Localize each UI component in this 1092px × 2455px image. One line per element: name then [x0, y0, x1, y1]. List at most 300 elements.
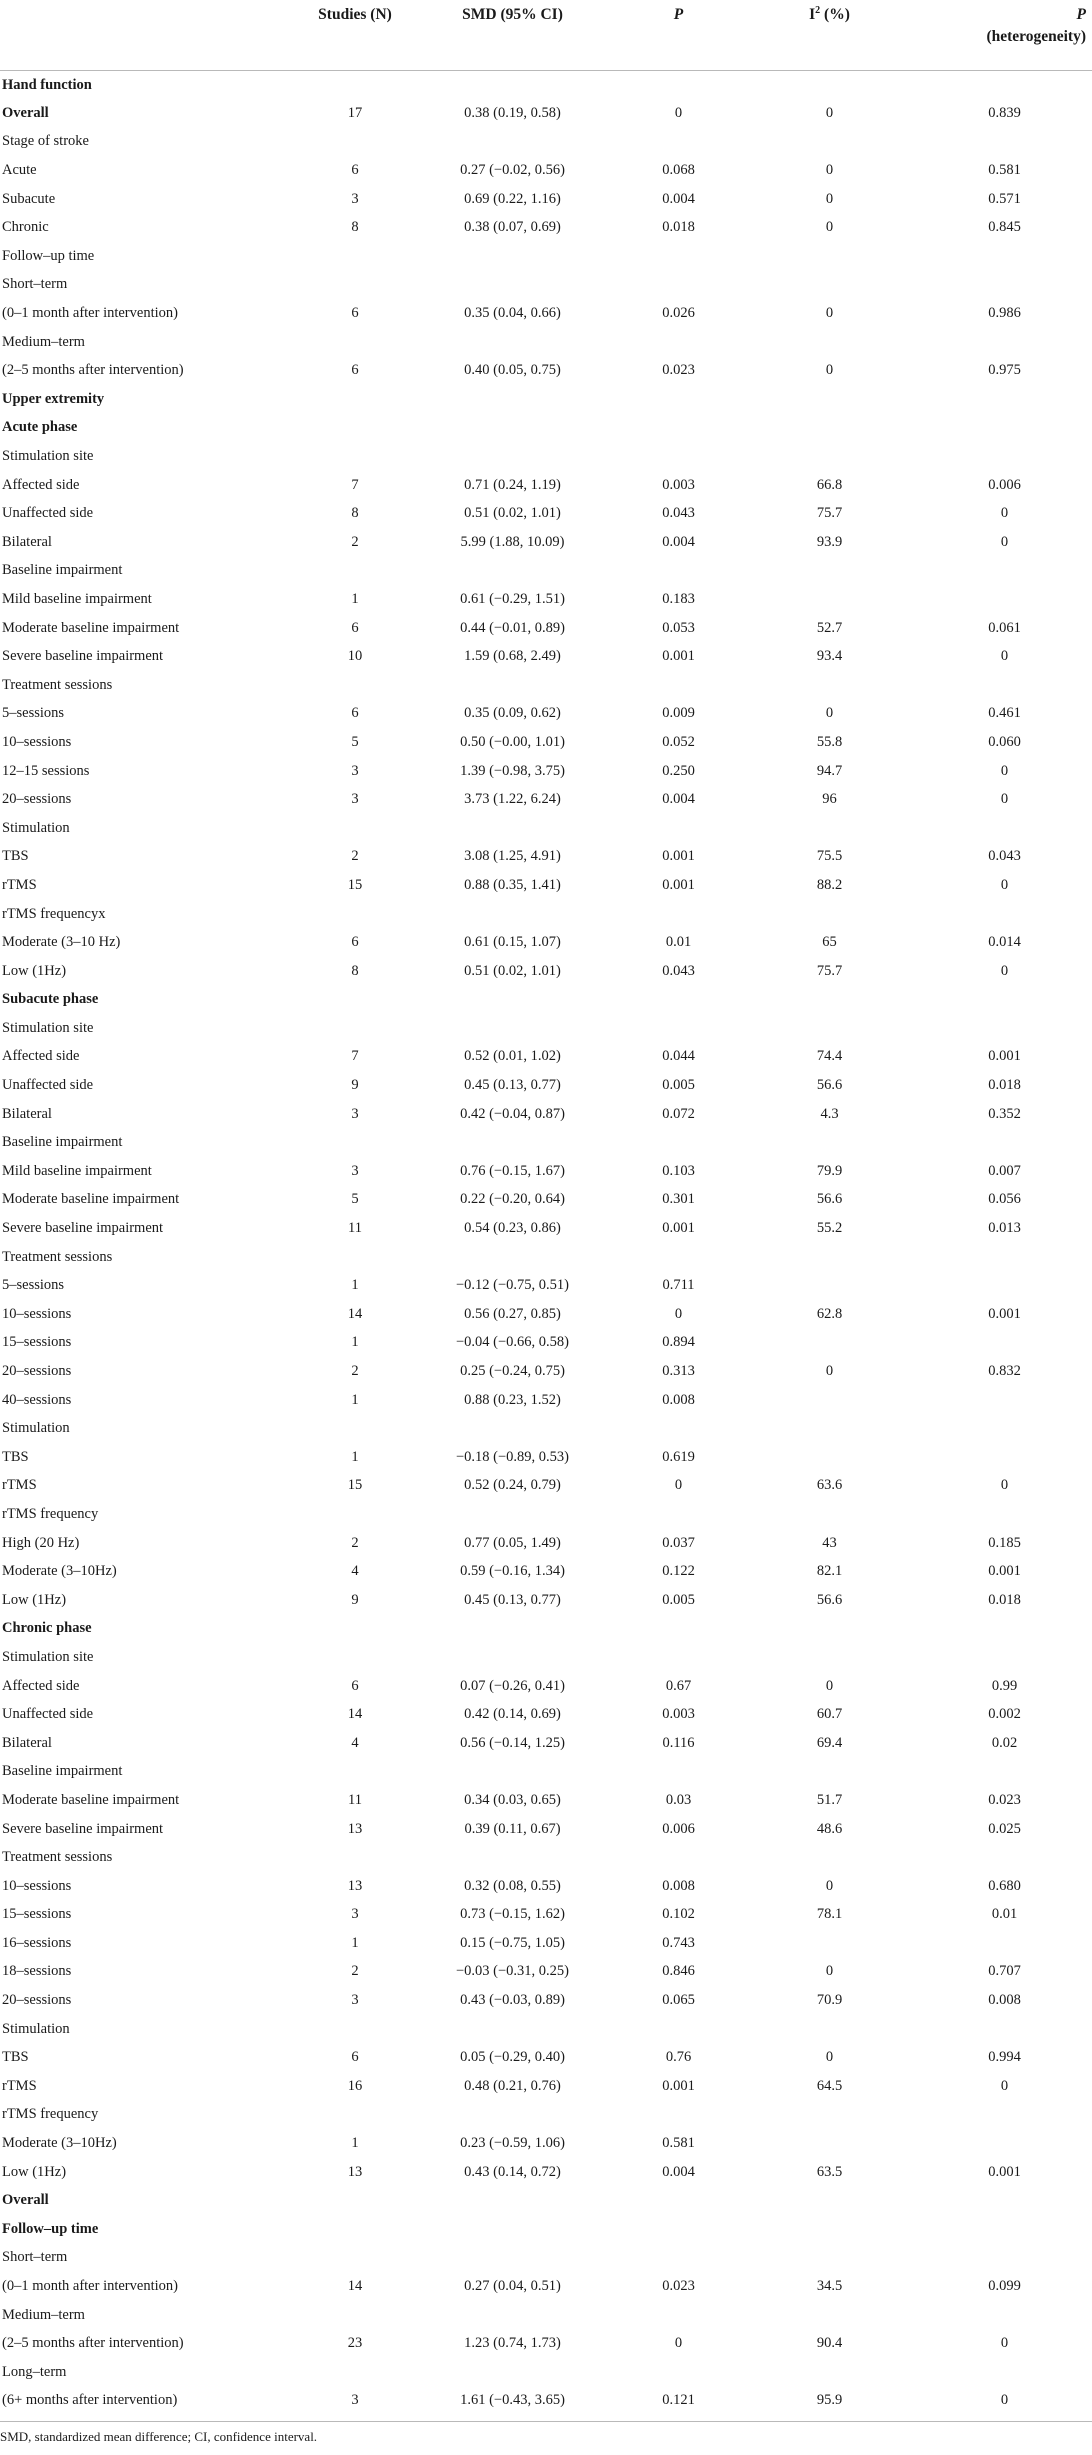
studies-count: 15	[347, 1477, 363, 1494]
p-heterogeneity-value: 0.006	[988, 476, 1021, 493]
i2-value: 43	[822, 1534, 837, 1551]
header-p-het-symbol: P	[1076, 6, 1086, 23]
p-value: 0.001	[662, 876, 695, 893]
studies-count: 13	[347, 1877, 363, 1894]
studies-count: 15	[347, 876, 363, 893]
row-label: Severe baseline impairment	[2, 1220, 164, 1237]
smd-value	[410, 1128, 615, 1157]
studies-count	[300, 2100, 410, 2129]
p-value	[615, 2186, 742, 2215]
p-value: 0.846	[662, 1963, 695, 1980]
i2-value	[742, 2186, 917, 2215]
table-row	[0, 2386, 1092, 2415]
row-label: Stimulation	[2, 819, 70, 836]
p-value: 0.001	[662, 2077, 695, 2094]
p-heterogeneity-value	[917, 556, 1092, 585]
i2-value	[742, 1843, 917, 1872]
table-row	[0, 327, 1092, 356]
smd-value	[410, 2300, 615, 2329]
row-label: rTMS frequencyx	[2, 905, 106, 922]
i2-value	[742, 2300, 917, 2329]
studies-count: 8	[351, 505, 359, 522]
i2-value	[742, 1757, 917, 1786]
p-value: 0.003	[662, 1706, 695, 1723]
i2-value: 60.7	[816, 1706, 843, 1723]
studies-count: 1	[351, 1391, 359, 1408]
p-value	[615, 899, 742, 928]
studies-count	[300, 1643, 410, 1672]
row-label: Unaffected side	[2, 505, 94, 522]
p-heterogeneity-value	[917, 1128, 1092, 1157]
p-value	[615, 2243, 742, 2272]
p-heterogeneity-value	[917, 442, 1092, 471]
p-value	[615, 1014, 742, 1043]
studies-count	[300, 2243, 410, 2272]
p-heterogeneity-value: 0	[1000, 791, 1009, 808]
smd-value	[410, 413, 615, 442]
table-row	[0, 899, 1092, 928]
p-heterogeneity-value: 0	[1000, 762, 1009, 779]
p-heterogeneity-value	[917, 1385, 1092, 1414]
smd-value: 0.38 (0.07, 0.69)	[464, 219, 561, 236]
p-value: 0.619	[662, 1448, 695, 1465]
p-value	[615, 1643, 742, 1672]
table-row	[0, 1786, 1092, 1815]
table-row	[0, 1814, 1092, 1843]
smd-value	[410, 442, 615, 471]
studies-count: 14	[347, 1706, 363, 1723]
studies-count: 11	[348, 1220, 362, 1237]
table-row	[0, 670, 1092, 699]
table-row	[0, 2186, 1092, 2215]
p-heterogeneity-value: 0	[1000, 876, 1009, 893]
studies-count	[300, 813, 410, 842]
smd-value: 1.61 (−0.43, 3.65)	[460, 2392, 565, 2409]
row-label: Baseline impairment	[2, 562, 123, 579]
row-label: Moderate (3–10 Hz)	[2, 934, 121, 951]
studies-count: 7	[351, 1048, 359, 1065]
p-heterogeneity-value	[917, 813, 1092, 842]
p-value: 0.894	[662, 1334, 695, 1351]
p-value	[615, 327, 742, 356]
smd-value: 0.51 (0.02, 1.01)	[464, 505, 561, 522]
smd-value: 0.88 (0.35, 1.41)	[464, 876, 561, 893]
i2-value: 0	[825, 1963, 834, 1980]
p-heterogeneity-value: 0.043	[988, 848, 1021, 865]
table-row	[0, 127, 1092, 156]
smd-value: 0.71 (0.24, 1.19)	[464, 476, 561, 493]
studies-count	[300, 2215, 410, 2244]
row-label: Medium–term	[2, 333, 85, 350]
i2-value	[742, 2129, 917, 2158]
smd-value	[410, 2186, 615, 2215]
smd-value: 0.39 (0.11, 0.67)	[464, 1820, 561, 1837]
p-value: 0.004	[662, 2163, 695, 2180]
p-heterogeneity-value	[917, 899, 1092, 928]
studies-count: 3	[351, 190, 359, 207]
i2-value: 78.1	[816, 1906, 843, 1923]
smd-value: −0.04 (−0.66, 0.58)	[455, 1334, 569, 1351]
studies-count	[300, 1414, 410, 1443]
table-row	[0, 1128, 1092, 1157]
row-label: Upper extremity	[2, 390, 105, 407]
studies-count: 3	[351, 2392, 359, 2409]
p-heterogeneity-value	[917, 1443, 1092, 1472]
studies-count: 2	[351, 533, 359, 550]
smd-value	[410, 242, 615, 271]
i2-value: 63.5	[816, 2163, 843, 2180]
table-row	[0, 1357, 1092, 1386]
header-i2	[742, 0, 917, 70]
smd-value: 0.56 (−0.14, 1.25)	[460, 1734, 565, 1751]
p-heterogeneity-value	[917, 1614, 1092, 1643]
smd-value: 0.15 (−0.75, 1.05)	[460, 1934, 565, 1951]
p-heterogeneity-value: 0.018	[988, 1591, 1021, 1608]
smd-value	[410, 70, 615, 99]
i2-value: 75.7	[816, 505, 843, 522]
p-heterogeneity-value: 0.013	[988, 1220, 1021, 1237]
p-heterogeneity-value	[917, 413, 1092, 442]
p-value: 0.052	[662, 733, 695, 750]
smd-value: 0.42 (−0.04, 0.87)	[460, 1105, 565, 1122]
i2-value: 74.4	[816, 1048, 843, 1065]
table-row	[0, 385, 1092, 414]
studies-count: 3	[351, 1906, 359, 1923]
p-value: 0.001	[662, 848, 695, 865]
row-label: Follow–up time	[2, 2220, 99, 2237]
row-label: Mild baseline impairment	[2, 590, 152, 607]
row-label: 20–sessions	[2, 791, 72, 808]
p-value	[615, 1614, 742, 1643]
row-label: 10–sessions	[2, 1877, 72, 1894]
p-heterogeneity-value	[917, 1643, 1092, 1672]
row-label: rTMS frequency	[2, 1505, 99, 1522]
smd-value: 0.61 (0.15, 1.07)	[464, 934, 561, 951]
i2-value: 93.4	[816, 648, 843, 665]
i2-value	[742, 1614, 917, 1643]
row-label: Acute phase	[2, 419, 78, 436]
row-label: TBS	[2, 848, 29, 865]
header-subgroup	[0, 0, 300, 70]
i2-value: 64.5	[816, 2077, 843, 2094]
p-value: 0.026	[662, 305, 695, 322]
table-row	[0, 2014, 1092, 2043]
header-studies: Studies (N)	[300, 0, 410, 70]
p-value: 0.009	[662, 705, 695, 722]
i2-value	[742, 1014, 917, 1043]
p-value	[615, 670, 742, 699]
table-row	[0, 2215, 1092, 2244]
smd-value: 0.45 (0.13, 0.77)	[464, 1077, 561, 1094]
studies-count: 6	[351, 2049, 359, 2066]
p-value: 0	[674, 104, 683, 121]
studies-count: 1	[351, 1277, 359, 1294]
table-header	[0, 0, 1092, 70]
smd-value	[410, 2014, 615, 2043]
studies-count	[300, 70, 410, 99]
table-row	[0, 1528, 1092, 1557]
smd-value: 0.43 (0.14, 0.72)	[464, 2163, 561, 2180]
table-row	[0, 556, 1092, 585]
smd-value	[410, 813, 615, 842]
table-row	[0, 1728, 1092, 1757]
i2-value	[742, 242, 917, 271]
smd-value	[410, 2100, 615, 2129]
table-row	[0, 1757, 1092, 1786]
i2-value	[742, 127, 917, 156]
i2-value: 62.8	[816, 1305, 843, 1322]
table-row	[0, 1843, 1092, 1872]
i2-value	[742, 270, 917, 299]
p-heterogeneity-value	[917, 2215, 1092, 2244]
table-row	[0, 842, 1092, 871]
p-heterogeneity-value	[917, 70, 1092, 99]
row-label: Hand function	[2, 76, 92, 93]
studies-count	[300, 127, 410, 156]
table-body	[0, 70, 1092, 2415]
p-heterogeneity-value: 0.002	[988, 1706, 1021, 1723]
table-row	[0, 70, 1092, 99]
p-value: 0.001	[662, 648, 695, 665]
p-heterogeneity-value: 0.001	[988, 2163, 1021, 2180]
smd-value	[410, 270, 615, 299]
smd-value: 0.69 (0.22, 1.16)	[464, 190, 561, 207]
smd-value: 5.99 (1.88, 10.09)	[460, 533, 565, 550]
smd-value	[410, 1014, 615, 1043]
i2-value: 0	[825, 162, 834, 179]
row-label: Moderate (3–10Hz)	[2, 1563, 117, 1580]
row-label: Moderate baseline impairment	[2, 619, 180, 636]
smd-value: 0.76 (−0.15, 1.67)	[460, 1162, 565, 1179]
table-row	[0, 1300, 1092, 1329]
p-value: 0.072	[662, 1105, 695, 1122]
i2-value: 0	[825, 190, 834, 207]
p-heterogeneity-value: 0.02	[991, 1734, 1018, 1751]
p-value	[615, 442, 742, 471]
p-value: 0.044	[662, 1048, 695, 1065]
smd-value: −0.18 (−0.89, 0.53)	[455, 1448, 569, 1465]
studies-count: 9	[351, 1591, 359, 1608]
studies-count: 1	[351, 2135, 359, 2152]
p-value	[615, 1128, 742, 1157]
studies-count	[300, 2300, 410, 2329]
p-value: 0.004	[662, 533, 695, 550]
table-row	[0, 699, 1092, 728]
table-row	[0, 2100, 1092, 2129]
i2-value	[742, 2243, 917, 2272]
p-heterogeneity-value: 0.680	[988, 1877, 1021, 1894]
table-row	[0, 1871, 1092, 1900]
i2-value	[742, 385, 917, 414]
row-label: Acute	[2, 162, 37, 179]
table-row	[0, 470, 1092, 499]
row-label: rTMS	[2, 876, 37, 893]
i2-value	[742, 1443, 917, 1472]
i2-value	[742, 1271, 917, 1300]
studies-count: 1	[351, 590, 359, 607]
p-value: 0.005	[662, 1077, 695, 1094]
i2-value: 0	[825, 104, 834, 121]
studies-count	[300, 327, 410, 356]
i2-value	[742, 1328, 917, 1357]
p-value	[615, 1757, 742, 1786]
table-row	[0, 1328, 1092, 1357]
header-i2-superscript: 2	[815, 4, 821, 16]
p-heterogeneity-value: 0.014	[988, 934, 1021, 951]
i2-value	[742, 2215, 917, 2244]
i2-value	[742, 2358, 917, 2387]
row-label: TBS	[2, 2049, 29, 2066]
studies-count	[300, 556, 410, 585]
table-row	[0, 1443, 1092, 1472]
row-label: Chronic phase	[2, 1620, 92, 1637]
row-label: Stage of stroke	[2, 133, 89, 150]
smd-value	[410, 1757, 615, 1786]
p-value	[615, 2358, 742, 2387]
i2-value	[742, 1128, 917, 1157]
p-value: 0.76	[665, 2049, 692, 2066]
p-value: 0.008	[662, 1877, 695, 1894]
smd-value: 0.38 (0.19, 0.58)	[464, 104, 561, 121]
table-row	[0, 871, 1092, 900]
row-label: 5–sessions	[2, 705, 65, 722]
studies-count: 10	[347, 648, 363, 665]
row-label: Stimulation site	[2, 448, 94, 465]
table-row	[0, 1014, 1092, 1043]
p-value: 0.67	[665, 1677, 692, 1694]
i2-value	[742, 1414, 917, 1443]
smd-value	[410, 899, 615, 928]
p-value	[615, 242, 742, 271]
table-row	[0, 1157, 1092, 1186]
p-value: 0.003	[662, 476, 695, 493]
i2-value: 56.6	[816, 1591, 843, 1608]
table-row	[0, 2300, 1092, 2329]
studies-count	[300, 413, 410, 442]
p-value	[615, 1500, 742, 1529]
p-value: 0.001	[662, 1220, 695, 1237]
smd-value: 1.39 (−0.98, 3.75)	[460, 762, 565, 779]
i2-value: 69.4	[816, 1734, 843, 1751]
smd-value: 0.45 (0.13, 0.77)	[464, 1591, 561, 1608]
p-value: 0.053	[662, 619, 695, 636]
row-label: 20–sessions	[2, 1363, 72, 1380]
studies-count	[300, 985, 410, 1014]
row-label: Treatment sessions	[2, 1849, 113, 1866]
p-heterogeneity-value: 0.839	[988, 104, 1021, 121]
table-row	[0, 1185, 1092, 1214]
p-heterogeneity-value: 0.001	[988, 1563, 1021, 1580]
studies-count	[300, 899, 410, 928]
studies-count: 4	[351, 1734, 359, 1751]
smd-value	[410, 2243, 615, 2272]
row-label: Unaffected side	[2, 1706, 94, 1723]
i2-value	[742, 1929, 917, 1958]
studies-count	[300, 2358, 410, 2387]
row-label: Treatment sessions	[2, 1248, 113, 1265]
p-value: 0.004	[662, 190, 695, 207]
table-row	[0, 1042, 1092, 1071]
i2-value	[742, 670, 917, 699]
row-label: Treatment sessions	[2, 676, 113, 693]
p-value	[615, 813, 742, 842]
row-label: (0–1 month after intervention)	[2, 2278, 178, 2295]
p-heterogeneity-value: 0.571	[988, 190, 1021, 207]
i2-value	[742, 327, 917, 356]
studies-count	[300, 1014, 410, 1043]
p-value	[615, 413, 742, 442]
p-heterogeneity-value: 0.994	[988, 2049, 1021, 2066]
p-heterogeneity-value	[917, 385, 1092, 414]
studies-count: 11	[348, 1791, 362, 1808]
row-label: (6+ months after intervention)	[2, 2392, 178, 2409]
p-heterogeneity-value: 0.099	[988, 2278, 1021, 2295]
i2-value	[742, 442, 917, 471]
p-heterogeneity-value	[917, 327, 1092, 356]
p-value: 0	[674, 1477, 683, 1494]
row-label: 10–sessions	[2, 733, 72, 750]
p-heterogeneity-value	[917, 1414, 1092, 1443]
row-label: Moderate baseline impairment	[2, 1191, 180, 1208]
row-label: Stimulation	[2, 1420, 70, 1437]
row-label: Short–term	[2, 2249, 68, 2266]
p-value: 0.006	[662, 1820, 695, 1837]
table-row	[0, 1585, 1092, 1614]
studies-count: 1	[351, 1334, 359, 1351]
table-row	[0, 528, 1092, 557]
row-label: Severe baseline impairment	[2, 1820, 164, 1837]
row-label: Bilateral	[2, 533, 52, 550]
smd-value: 0.07 (−0.26, 0.41)	[460, 1677, 565, 1694]
p-heterogeneity-value: 0.707	[988, 1963, 1021, 1980]
p-heterogeneity-value	[917, 1328, 1092, 1357]
i2-value: 75.5	[816, 848, 843, 865]
p-heterogeneity-value: 0.018	[988, 1077, 1021, 1094]
p-heterogeneity-value	[917, 1014, 1092, 1043]
p-heterogeneity-value	[917, 242, 1092, 271]
table-row	[0, 184, 1092, 213]
p-value	[615, 2100, 742, 2129]
smd-value: 0.27 (0.04, 0.51)	[464, 2278, 561, 2295]
row-label: Long–term	[2, 2363, 67, 2380]
p-heterogeneity-value: 0.581	[988, 162, 1021, 179]
row-label: Subacute	[2, 190, 56, 207]
row-label: 15–sessions	[2, 1906, 72, 1923]
p-heterogeneity-value: 0	[1000, 1477, 1009, 1494]
p-value: 0.037	[662, 1534, 695, 1551]
p-heterogeneity-value	[917, 2014, 1092, 2043]
studies-count	[300, 1242, 410, 1271]
row-label: Baseline impairment	[2, 1763, 123, 1780]
i2-value: 75.7	[816, 962, 843, 979]
table-row	[0, 1557, 1092, 1586]
p-heterogeneity-value	[917, 1242, 1092, 1271]
row-label: rTMS frequency	[2, 2106, 99, 2123]
row-label: Severe baseline impairment	[2, 648, 164, 665]
table-row	[0, 613, 1092, 642]
p-heterogeneity-value	[917, 1929, 1092, 1958]
smd-value	[410, 385, 615, 414]
studies-count: 3	[351, 791, 359, 808]
row-label: 40–sessions	[2, 1391, 72, 1408]
smd-value	[410, 556, 615, 585]
p-heterogeneity-value: 0.056	[988, 1191, 1021, 1208]
row-label: Bilateral	[2, 1734, 52, 1751]
studies-count: 6	[351, 162, 359, 179]
p-heterogeneity-value: 0	[1000, 962, 1009, 979]
table-row	[0, 956, 1092, 985]
i2-value: 0	[825, 305, 834, 322]
